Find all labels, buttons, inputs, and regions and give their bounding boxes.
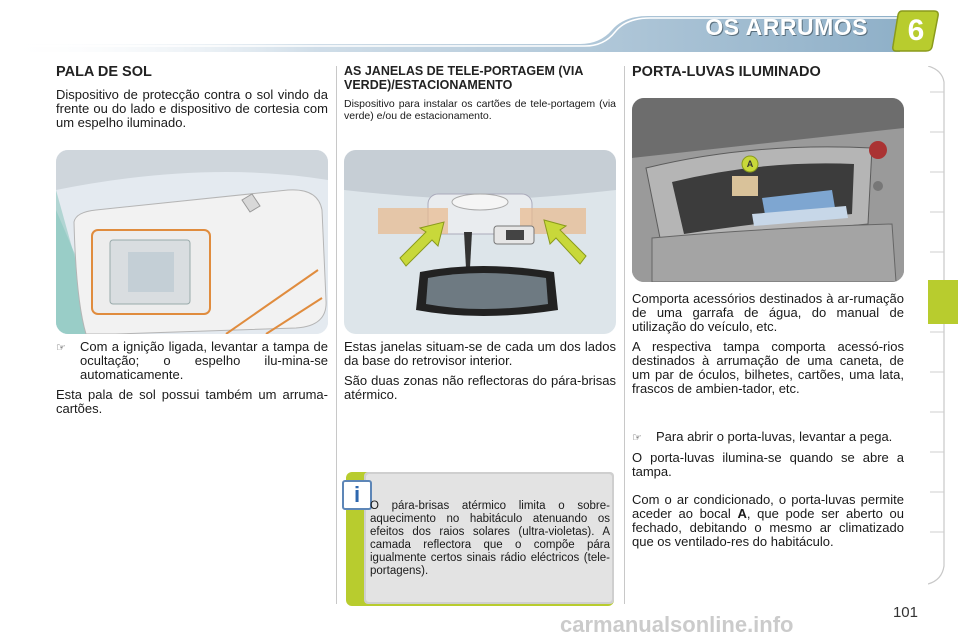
info-text: O pára-brisas atérmico limita o sobre-aquecimento no habitáculo atenuando os efeitos dos raios solares (ultra-violetas). A camada reflectora que o compõe pára igualmente certos sinais rádio eléctricos (tele-portagens). <box>370 500 610 577</box>
instruction-bullet <box>632 430 904 445</box>
column-divider <box>624 66 625 604</box>
rear-view-mirror-illustration <box>344 150 616 334</box>
section-note: Esta pala de sol possui também um arruma-cartões. <box>56 387 328 416</box>
glove-box-instructions <box>632 430 904 555</box>
page-header <box>0 0 960 58</box>
bullet-text: Para abrir o porta-luvas, levantar a pega. <box>656 429 893 444</box>
glove-box-drawing <box>632 98 904 282</box>
paragraph: A respectiva tampa comporta acessó-rios destinados à arrumação de uma caneta, de um par de óculos, bilhetes, cartões, uma lata, frascos de ambien-tador, etc. <box>632 339 904 396</box>
section-title: PORTA-LUVAS ILUMINADO <box>632 64 821 80</box>
page-title: OS ARRUMOS <box>705 14 868 40</box>
instruction-bullet <box>56 340 328 382</box>
glove-box-section <box>632 58 904 88</box>
section-title: PALA DE SOL <box>56 64 152 80</box>
pointing-hand-icon: ☞ <box>632 432 642 444</box>
paragraph-text: Com o ar condicionado, o porta-luvas permite aceder ao bocal <box>632 492 904 521</box>
sun-visor-illustration <box>56 150 328 334</box>
info-icon: i <box>342 480 372 510</box>
toll-windows-section <box>344 58 616 128</box>
paragraph: Estas janelas situam-se de cada um dos lados da base do retrovisor interior. <box>344 339 616 368</box>
glove-box-illustration <box>632 98 904 282</box>
page-number: 101 <box>892 604 918 621</box>
chapter-tab-strip <box>928 66 960 586</box>
chapter-number: 6 <box>907 14 925 47</box>
bold-label-a: A <box>737 506 747 521</box>
watermark: carmanualsonline.info <box>560 612 794 637</box>
paragraph: Comporta acessórios destinados à ar-rumação de uma garrafa de água, do manual de utilização do veículo, etc. <box>632 291 904 334</box>
sun-visor-section <box>56 58 328 136</box>
paragraph: O porta-luvas ilumina-se quando se abre a tampa. <box>632 450 904 479</box>
chapter-badge <box>892 9 940 53</box>
section-intro: Dispositivo para instalar os cartões de tele-portagem (via verde) e/ou de estacionamento. <box>344 98 616 122</box>
sun-visor-instructions <box>56 340 328 422</box>
mirror-drawing <box>344 150 616 334</box>
paragraph-text: , que pode ser aberto ou fechado, debitando o mesmo ar climatizado que os ventilado-res do habitáculo. <box>632 506 904 549</box>
section-title: AS JANELAS DE TELE-PORTAGEM (VIA VERDE)/ESTACIONAMENTO <box>344 64 583 92</box>
glove-box-details <box>632 292 904 402</box>
callout-a: A <box>746 159 754 169</box>
paragraph: São duas zonas não reflectoras do pára-brisas atérmico. <box>344 373 616 402</box>
column-divider <box>336 66 337 604</box>
section-intro: Dispositivo de protecção contra o sol vindo da frente ou do lado e dispositivo de cortesia com um espelho iluminado. <box>56 87 328 130</box>
pointing-hand-icon: ☞ <box>56 342 66 354</box>
paragraph <box>632 493 904 549</box>
toll-windows-details <box>344 340 616 408</box>
bullet-text: Com a ignição ligada, levantar a tampa de ocultação; o espelho ilu-mina-se automaticamente. <box>80 339 328 382</box>
chapter-tabs <box>928 66 960 586</box>
sun-visor-drawing <box>56 150 328 334</box>
